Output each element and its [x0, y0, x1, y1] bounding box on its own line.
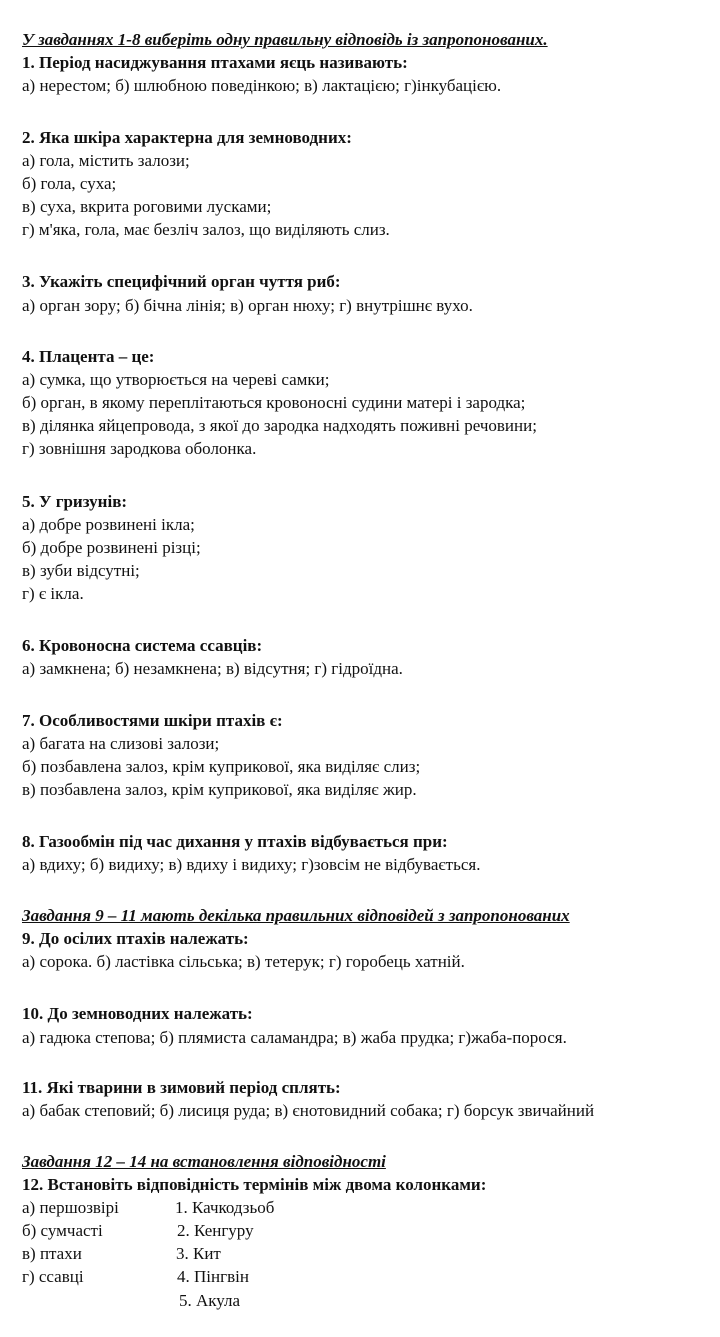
question-3-title: 3. Укажіть специфічний орган чуття риб:: [22, 272, 341, 291]
question-11-answer: а) бабак степовий; б) лисиця руда; в) єнотовидний собака; г) борсук звичайний: [22, 1101, 595, 1120]
section-heading-9-11: Завдання 9 – 11 мають декілька правильних відповідей з запропонованих: [22, 906, 570, 925]
match-left-item: г) ссавці: [22, 1267, 84, 1286]
question-4-answer-c: в) ділянка яйцепровода, з якої до зародка надходять поживні речовини;: [22, 416, 537, 435]
match-right-item: 5. Акула: [179, 1291, 241, 1310]
match-right-item: 1. Качкодзьоб: [175, 1198, 275, 1217]
question-7-answer-a: а) багата на слизові залози;: [22, 734, 220, 753]
match-left-item: а) першозвірі: [22, 1198, 119, 1217]
match-right-item: 3. Кит: [176, 1244, 221, 1263]
question-2-answer-b: б) гола, суха;: [22, 174, 117, 193]
question-6-title: 6. Кровоносна система ссавців:: [22, 636, 263, 655]
question-11-title: 11. Які тварини в зимовий період сплять:: [22, 1078, 341, 1097]
question-2-answer-a: а) гола, містить залози;: [22, 151, 190, 170]
question-5-answer-c: в) зуби відсутні;: [22, 561, 140, 580]
question-5-answer-d: г) є ікла.: [22, 584, 84, 603]
question-1-title: 1. Період насиджування птахами яєць називають:: [22, 53, 408, 72]
question-5-answer-a: а) добре розвинені ікла;: [22, 515, 195, 534]
question-10-title: 10. До земноводних належать:: [22, 1004, 253, 1023]
question-12-title: 12. Встановіть відповідність термінів між двома колонками:: [22, 1175, 487, 1194]
question-5-title: 5. У гризунів:: [22, 492, 128, 511]
match-left-item: в) птахи: [22, 1244, 82, 1263]
section-heading-12-14: Завдання 12 – 14 на встановлення відповідності: [22, 1152, 386, 1171]
question-5-answer-b: б) добре розвинені різці;: [22, 538, 201, 557]
match-left-item: б) сумчасті: [22, 1221, 103, 1240]
question-4-answer-b: б) орган, в якому переплітаються кровоносні судини матері і зародка;: [22, 393, 526, 412]
question-7-answer-b: б) позбавлена залоз, крім куприкової, яка виділяє слиз;: [22, 757, 421, 776]
question-3-answer: а) орган зору; б) бічна лінія; в) орган нюху; г) внутрішнє вухо.: [22, 296, 473, 315]
match-right-item: 4. Пінгвін: [177, 1267, 249, 1286]
question-8-answer: а) вдиху; б) видиху; в) вдиху і видиху; г)зовсім не відбувається.: [22, 855, 481, 874]
question-6-answer: а) замкнена; б) незамкнена; в) відсутня; г) гідроїдна.: [22, 659, 403, 678]
question-4-answer-d: г) зовнішня зародкова оболонка.: [22, 439, 257, 458]
question-7-answer-c: в) позбавлена залоз, крім куприкової, яка виділяє жир.: [22, 780, 417, 799]
question-2-answer-d: г) м'яка, гола, має безліч залоз, що виділяють слиз.: [22, 220, 390, 239]
question-9-answer: а) сорока. б) ластівка сільська; в) тетерук; г) горобець хатній.: [22, 952, 465, 971]
question-4-answer-a: а) сумка, що утворюється на череві самки;: [22, 370, 330, 389]
question-10-answer: а) гадюка степова; б) плямиста саламандра; в) жаба прудка; г)жаба-порося.: [22, 1028, 567, 1047]
question-9-title: 9. До осілих птахів належать:: [22, 929, 249, 948]
question-8-title: 8. Газообмін під час дихання у птахів відбувається при:: [22, 832, 448, 851]
match-right-item: 2. Кенгуру: [177, 1221, 254, 1240]
question-2-answer-c: в) суха, вкрита роговими лусками;: [22, 197, 272, 216]
question-7-title: 7. Особливостями шкіри птахів є:: [22, 711, 283, 730]
question-1-answer: а) нерестом; б) шлюбною поведінкою; в) лактацією; г)інкубацією.: [22, 76, 502, 95]
question-2-title: 2. Яка шкіра характерна для земноводних:: [22, 128, 352, 147]
section-heading-1-8: У завданнях 1-8 виберіть одну правильну відповідь із запропонованих.: [22, 30, 548, 49]
question-4-title: 4. Плацента – це:: [22, 347, 155, 366]
